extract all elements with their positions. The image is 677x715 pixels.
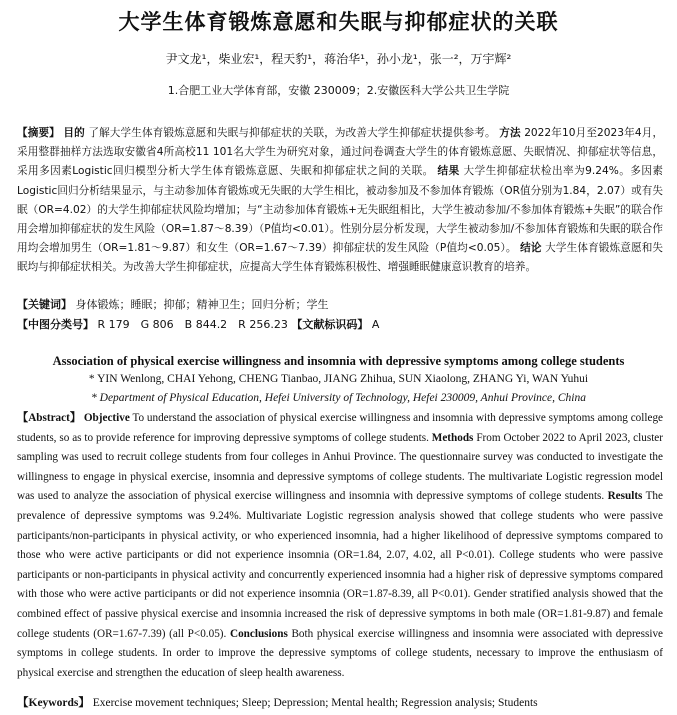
cn-keywords-text: 身体锻炼；睡眠；抑郁；精神卫生；回归分析；学生: [75, 298, 329, 311]
cn-affiliation: 1.合肥工业大学体育部，安徽 230009；2.安徽医科大学公共卫生学院: [167, 84, 510, 97]
cn-objective-label: 目的: [63, 127, 85, 139]
en-results-text: The prevalence of depressive symptoms was 9.24%. Multivariate Logistic regression analysis showed that college students who were passive participants/non-participants in physical activity, or who experienced insomnia, had a higher likelihood of depressive symptoms compared to those who were active participants or did not experience insomnia (OR=1.84, 2.07, 4.02, all P<0.01). College students who were passive participants or non-participants in physical activity and concurrently experienced insomnia had a higher risk of depressive symptoms compared with those who were active participants or did not experience insomnia (OR=1.87-8.39, all P<0.01). Gender stratified analysis showed that the combined effect of passive physical exercise and insomnia increased the risk of depressive symptoms in both male (OR=1.81-9.87) and female college students (OR=1.67-7.39) (all P<0.05).: [17, 490, 663, 640]
cn-title: 大学生体育锻炼意愿和失眠与抑郁症状的关联: [118, 10, 559, 34]
cn-objective-text: 了解大学生体育锻炼意愿和失眠与抑郁症状的关联，为改善大学生抑郁症状提供参考。: [88, 127, 496, 139]
en-results-label: Results: [607, 490, 643, 503]
en-title: Association of physical exercise willingness and insomnia with depressive symptoms among college students: [52, 354, 625, 368]
cn-keywords: [17, 295, 663, 314]
en-conclusion-label: Conclusions: [229, 627, 288, 640]
en-objective-label: Objective: [83, 412, 130, 424]
cn-abstract: [17, 124, 663, 278]
cn-methods-label: 方法: [499, 127, 521, 139]
en-abstract-label: 【Abstract】: [17, 412, 82, 424]
cn-doccode-label: 【文献标识码】: [291, 318, 369, 331]
cn-doccode-text: A: [371, 318, 380, 331]
cn-class-label: 【中图分类号】: [17, 318, 94, 331]
cn-keywords-label: 【关键词】: [17, 298, 72, 311]
cn-conclusion-text: 大学生体育锻炼意愿和失眠均与抑郁症状相关。为改善大学生抑郁症状，应提高大学生体育锻炼积极性、增强睡眠健康意识教育的培养。: [17, 242, 664, 274]
cn-conclusion-label: 结论: [520, 242, 542, 255]
en-keywords-text: Exercise movement techniques; Sleep; Depression; Mental health; Regression analysis; Students: [92, 697, 538, 709]
cn-methods-text: 2022年10月至2023年4月，采用整群抽样方法选取安徽省4所高校11 101名大学生为研究对象，通过问卷调查大学生的体育锻炼意愿、失眠情况、抑郁症状等信息，采用多因素Logistic回归模型分析大学生体育锻炼意愿、失眠和抑郁症状之间的关联。: [17, 127, 664, 178]
en-affiliation: * Department of Physical Education, Hefei University of Technology, Hefei 230009, Anhui Province, China: [91, 392, 586, 404]
en-conclusion-text: Both physical exercise willingness and insomnia were associated with depressive symptoms in college students. In order to improve the depressive symptoms of college students, necessary to improve the enthusiasm of physical exercise and strengthen the education of sleep health awareness.: [17, 627, 664, 679]
cn-results-text: 大学生抑郁症状检出率为9.24%。多因素Logistic回归分析结果显示，与主动参加体育锻炼或无失眠的大学生相比，被动参加及不参加体育锻炼（OR值分别为1.84，2.07）或有失眠（OR=4.02）的大学生抑郁症状风险均增加；与“主动参加体育锻炼+无失眠组相比，大学生被动参加/不参加体育锻炼+失眠”的联合作用会增加抑郁症状的发生风险（OR=1.87～8.39）（P值均<0.01）。性别分层分析发现，大学生被动参加/不参加体育锻炼和失眠的联合作用均会增加男生（OR=1.81～9.87）和女生（OR=1.67～7.39）抑郁症状的发生风险（P值均<0.05）。: [17, 165, 664, 255]
en-keywords-label: 【Keywords】: [17, 697, 90, 709]
en-methods-label: Methods: [431, 431, 474, 444]
cn-authors: 尹文龙¹，柴业宏¹，程天豹¹，蒋治华¹，孙小龙¹，张一²，万宇辉²: [165, 52, 512, 66]
en-objective-text: To understand the association of physical exercise willingness and insomnia with depressive symptoms among college students, so as to provide reference for improving depressive symptoms of college students.: [17, 412, 664, 444]
cn-abstract-label: 【摘要】: [17, 127, 60, 139]
cn-classification: [17, 315, 663, 334]
cn-results-label: 结果: [437, 165, 460, 178]
cn-class-text: R 179 G 806 B 844.2 R 256.23: [97, 318, 288, 331]
en-methods-text: From October 2022 to April 2023, cluster sampling was used to recruit college students from four colleges in Anhui Province. The questionnaire survey was conducted to investigate the willingness to engage in physical exercise, insomnia and depressive symptoms of college students. The multivariate Logistic regression model was used to analyze the association of physical exercise willingness and insomnia with depressive symptoms of college students.: [17, 431, 663, 503]
en-authors: * YIN Wenlong, CHAI Yehong, CHENG Tianbao, JIANG Zhihua, SUN Xiaolong, ZHANG Yi, WAN Yuhui: [88, 373, 589, 385]
en-keywords: [17, 694, 663, 712]
en-abstract: [17, 409, 663, 683]
